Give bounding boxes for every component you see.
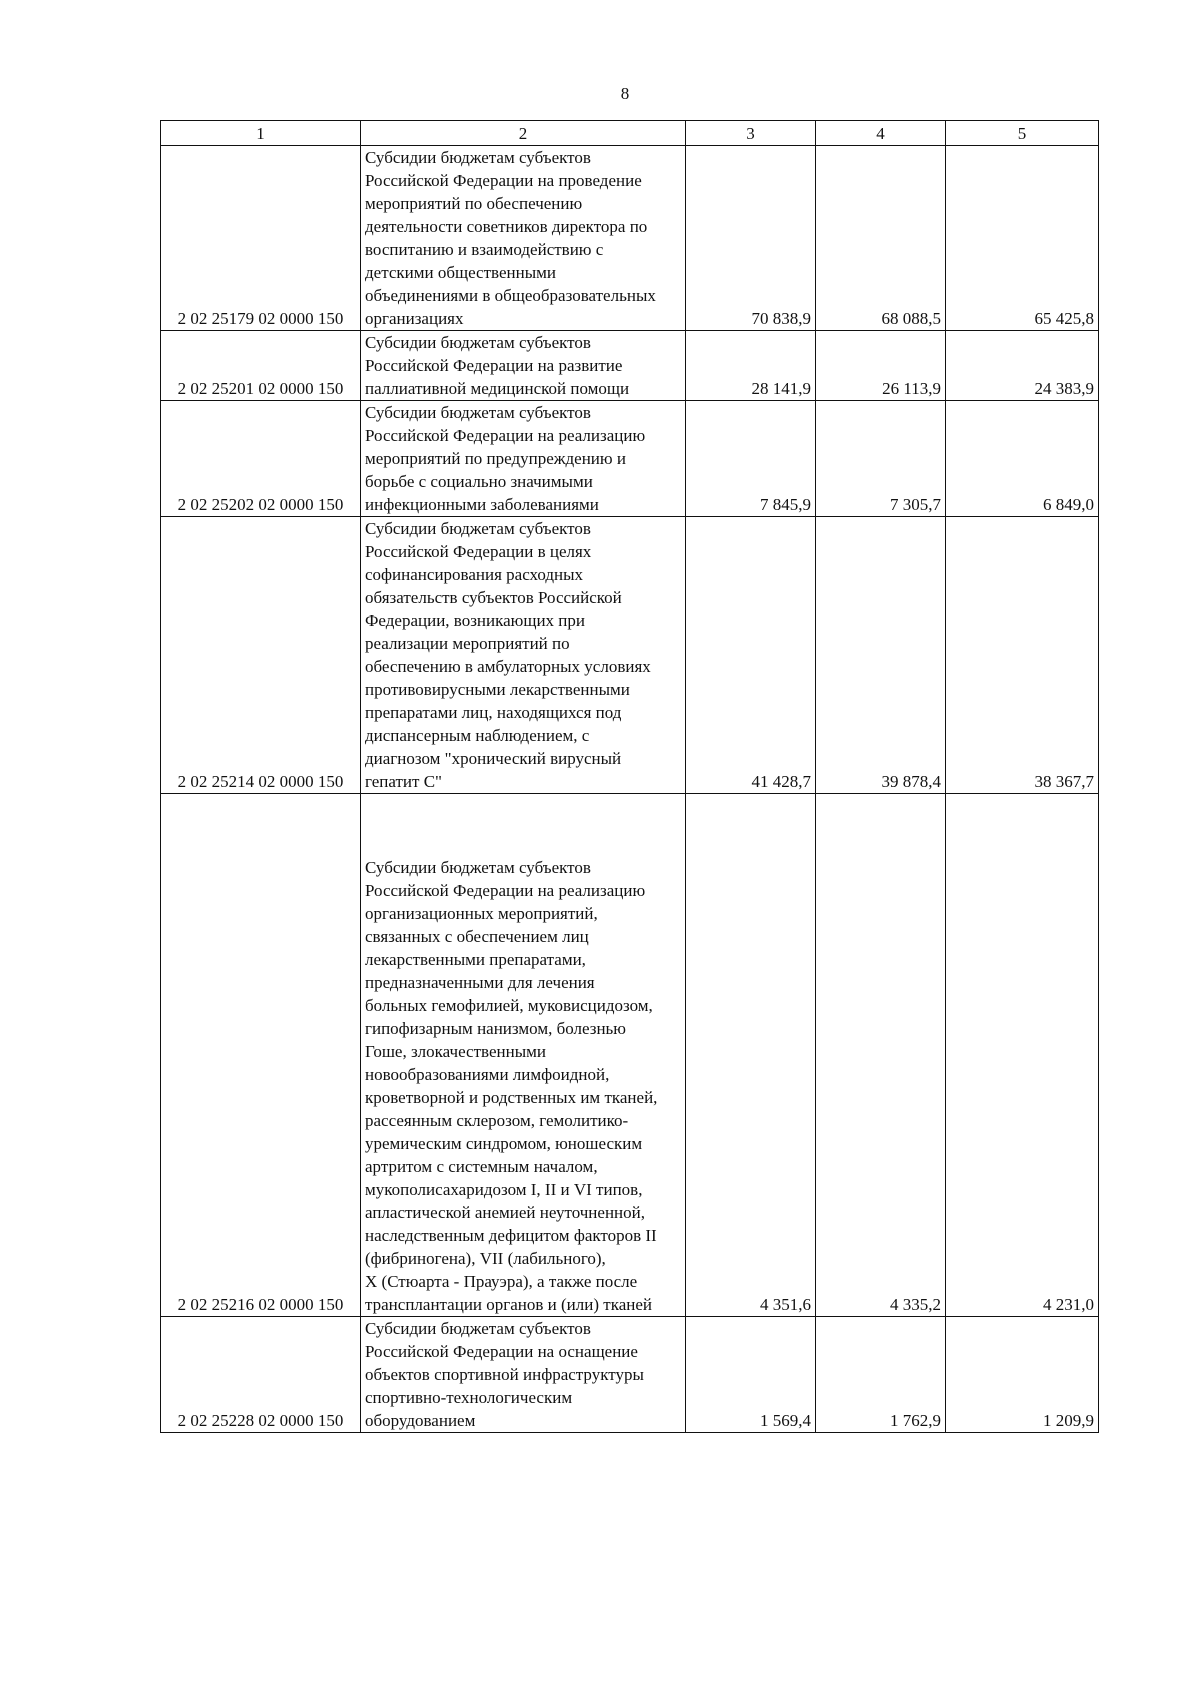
table-row <box>161 146 1099 331</box>
description-line: борьбе с социально значимыми <box>365 472 593 491</box>
value-col5: 24 383,9 <box>946 331 1099 401</box>
description-line: новообразованиями лимфоидной, <box>365 1065 610 1084</box>
value-col4: 26 113,9 <box>816 331 946 401</box>
budget-code: 2 02 25228 02 0000 150 <box>161 1317 361 1433</box>
description-line: Российской Федерации на реализацию <box>365 426 646 445</box>
description-line: Российской Федерации на проведение <box>365 171 642 190</box>
description-line: препаратами лиц, находящихся под <box>365 703 622 722</box>
table-row <box>161 331 1099 401</box>
value-col5: 6 849,0 <box>946 401 1099 517</box>
description-line: X (Стюарта - Прауэра), а также после <box>365 1272 638 1291</box>
column-header-1: 1 <box>161 121 361 146</box>
description-line: лекарственными препаратами, <box>365 950 586 969</box>
value-col3: 41 428,7 <box>686 517 816 794</box>
description-line: организациях <box>365 309 464 328</box>
description-line: трансплантации органов и (или) тканей <box>365 1295 652 1314</box>
description-line: паллиативной медицинской помощи <box>365 379 630 398</box>
budget-code: 2 02 25216 02 0000 150 <box>161 794 361 1317</box>
table-row <box>161 1317 1099 1433</box>
description-line: обязательств субъектов Российской <box>365 588 622 607</box>
description-cell <box>361 146 686 331</box>
value-col5: 1 209,9 <box>946 1317 1099 1433</box>
description-line: объектов спортивной инфраструктуры <box>365 1365 644 1384</box>
description-line: мероприятий по обеспечению <box>365 194 583 213</box>
description-line: связанных с обеспечением лиц <box>365 927 589 946</box>
description-line: софинансирования расходных <box>365 565 584 584</box>
page-number: 8 <box>620 84 630 103</box>
description-line: Российской Федерации на развитие <box>365 356 623 375</box>
description-line: мукополисахаридозом I, II и VI типов, <box>365 1180 643 1199</box>
description-line: объединениями в общеобразовательных <box>365 286 656 305</box>
description-line: рассеянным склерозом, гемолитико- <box>365 1111 629 1130</box>
value-col4: 1 762,9 <box>816 1317 946 1433</box>
description-cell <box>361 1317 686 1433</box>
budget-code: 2 02 25201 02 0000 150 <box>161 331 361 401</box>
description-line: деятельности советников директора по <box>365 217 648 236</box>
description-line: наследственным дефицитом факторов II <box>365 1226 657 1245</box>
value-col4: 4 335,2 <box>816 794 946 1317</box>
header-row <box>161 121 1099 146</box>
value-col5: 38 367,7 <box>946 517 1099 794</box>
description-line: Субсидии бюджетам субъектов <box>365 403 591 422</box>
description-line: гипофизарным нанизмом, болезнью <box>365 1019 627 1038</box>
description-line: (фибриногена), VII (лабильного), <box>365 1249 606 1268</box>
table-row <box>161 401 1099 517</box>
value-col3: 28 141,9 <box>686 331 816 401</box>
column-header-3: 3 <box>686 121 816 146</box>
description-line: гепатит С" <box>365 772 442 791</box>
description-line: детскими общественными <box>365 263 556 282</box>
description-line: кроветворной и родственных им тканей, <box>365 1088 658 1107</box>
description-line: Субсидии бюджетам субъектов <box>365 519 591 538</box>
column-header-4: 4 <box>816 121 946 146</box>
description-line: Субсидии бюджетам субъектов <box>365 148 591 167</box>
table-row <box>161 794 1099 1317</box>
budget-table <box>160 120 1099 1433</box>
description-line: обеспечению в амбулаторных условиях <box>365 657 651 676</box>
description-line: Субсидии бюджетам субъектов <box>365 1319 591 1338</box>
description-line: Российской Федерации на оснащение <box>365 1342 638 1361</box>
description-line: организационных мероприятий, <box>365 904 598 923</box>
value-col4: 68 088,5 <box>816 146 946 331</box>
description-line: диагнозом "хронический вирусный <box>365 749 622 768</box>
table-row <box>161 517 1099 794</box>
description-line: спортивно-технологическим <box>365 1388 573 1407</box>
budget-code: 2 02 25202 02 0000 150 <box>161 401 361 517</box>
description-line: артритом с системным началом, <box>365 1157 598 1176</box>
value-col5: 65 425,8 <box>946 146 1099 331</box>
value-col4: 39 878,4 <box>816 517 946 794</box>
description-line: диспансерным наблюдением, с <box>365 726 590 745</box>
description-line: Субсидии бюджетам субъектов <box>365 333 591 352</box>
value-col3: 70 838,9 <box>686 146 816 331</box>
description-line: инфекционными заболеваниями <box>365 495 599 514</box>
budget-code: 2 02 25214 02 0000 150 <box>161 517 361 794</box>
column-header-5: 5 <box>946 121 1099 146</box>
description-cell <box>361 401 686 517</box>
description-line: воспитанию и взаимодействию с <box>365 240 604 259</box>
description-cell <box>361 794 686 1317</box>
description-line: оборудованием <box>365 1411 476 1430</box>
cell-spacer <box>365 794 681 856</box>
value-col4: 7 305,7 <box>816 401 946 517</box>
description-line: Гоше, злокачественными <box>365 1042 546 1061</box>
value-col3: 4 351,6 <box>686 794 816 1317</box>
description-line: уремическим синдромом, юношеским <box>365 1134 643 1153</box>
description-line: противовирусными лекарственными <box>365 680 630 699</box>
description-line: предназначенными для лечения <box>365 973 595 992</box>
description-line: реализации мероприятий по <box>365 634 570 653</box>
value-col3: 1 569,4 <box>686 1317 816 1433</box>
description-line: больных гемофилией, муковисцидозом, <box>365 996 653 1015</box>
description-line: Российской Федерации в целях <box>365 542 592 561</box>
description-line: мероприятий по предупреждению и <box>365 449 626 468</box>
value-col5: 4 231,0 <box>946 794 1099 1317</box>
budget-code: 2 02 25179 02 0000 150 <box>161 146 361 331</box>
description-line: Федерации, возникающих при <box>365 611 585 630</box>
description-cell <box>361 517 686 794</box>
description-cell <box>361 331 686 401</box>
column-header-2: 2 <box>361 121 686 146</box>
value-col3: 7 845,9 <box>686 401 816 517</box>
description-line: Субсидии бюджетам субъектов <box>365 858 591 877</box>
description-line: апластической анемией неуточненной, <box>365 1203 645 1222</box>
description-line: Российской Федерации на реализацию <box>365 881 646 900</box>
